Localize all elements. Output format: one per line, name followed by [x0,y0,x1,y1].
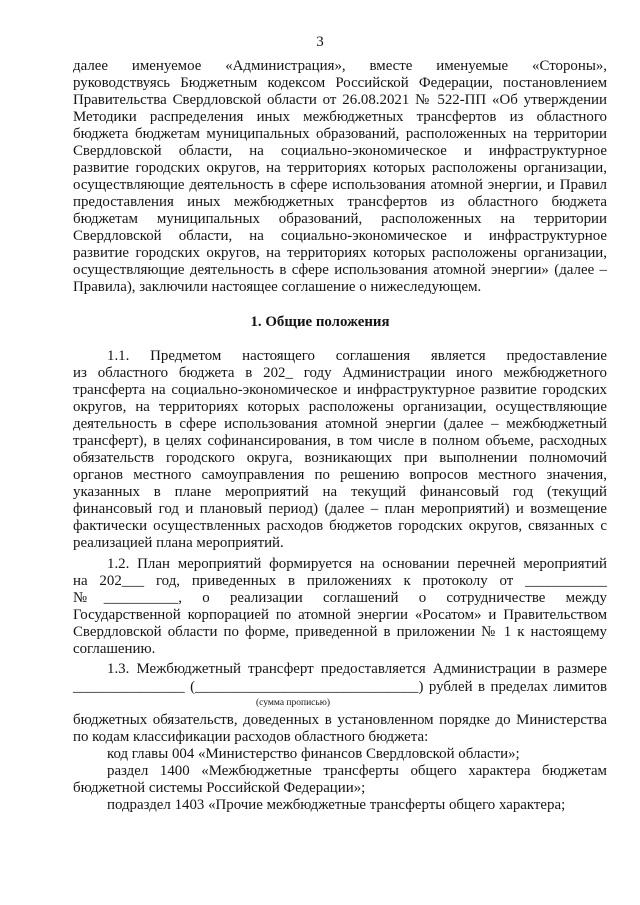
clause-1-1-line: трансферта на социально-экономическое и инфраструктурное развитие городских [73,382,607,398]
clause-1-2-line: соглашению. [73,641,156,657]
amount-blank-line: _______________ (______________________________) рублей в пределах лимитов [73,679,607,695]
preamble-line: бюджетам муниципальных образований, расположенных на территории [73,211,607,227]
budget-code-line: код главы 004 «Министерство финансов Свердловской области»; [107,746,520,762]
clause-1-2-line: Государственной корпорацией по атомной энергии «Росатом» и Правительством [73,607,607,623]
clause-1-1-line: указанных в плане мероприятий на текущий финансовый год (текущий [73,484,607,500]
clause-1-1-line: трансферт), в целях софинансирования, в том числе в полном объеме, расходных [73,433,607,449]
clause-1-1-line: деятельность в сфере использования атомной энергии (далее – межбюджетный [73,416,607,432]
clause-1-1-line: реализацией плана мероприятий. [73,535,284,551]
clause-1-2-line: 1.2. План мероприятий формируется на основании перечней мероприятий [107,556,607,572]
clause-1-1-line: 1.1. Предметом настоящего соглашения является предоставление [107,348,607,364]
preamble-line: руководствуясь Бюджетным кодексом Российской Федерации, постановлением [73,75,607,91]
clause-1-2-line: №__________, о реализации соглашений о сотрудничестве между [73,590,607,606]
clause-1-3-line: по кодам классификации расходов областного бюджета: [73,729,429,745]
preamble-line: Свердловской области, на социально-экономическое и инфраструктурное [73,228,607,244]
preamble-line: Свердловской области, на социально-экономическое и инфраструктурное [73,143,607,159]
preamble-line: Правительства Свердловской области от 26.08.2021 № 522-ПП «Об утверждении [73,92,607,108]
clause-1-2-line: на 202___ год, приведенных в приложениях к протоколу от ___________ [73,573,607,589]
preamble-line: Методики распределения иных межбюджетных трансфертов из областного [73,109,607,125]
section-heading: 1. Общие положения [250,314,390,330]
clause-1-1-line: из областного бюджета в 202_ году Администрации иного межбюджетного [73,365,607,381]
preamble-line: развитие городских округов, на территориях которых расположены организации, [73,160,607,176]
clause-1-1-line: органов местного самоуправления по решению вопросов местного значения, [73,467,607,483]
preamble-line: осуществляющие деятельность в сфере использования атомной энергии, и Правил [73,177,607,193]
budget-code-line: подраздел 1403 «Прочие межбюджетные трансферты общего характера; [107,797,566,813]
preamble-line: развитие городских округов, на территориях которых расположены организации, [73,245,607,261]
clause-1-3-line: бюджетных обязательств, доведенных в установленном порядке до Министерства [73,712,607,728]
preamble-line: далее именуемое «Администрация», вместе именуемые «Стороны», [73,58,607,74]
page-number: 3 [316,34,324,50]
clause-1-1-line: финансовый год и плановый период) (далее – план мероприятий) и возмещение [73,501,607,517]
clause-1-2-line: Свердловской области по форме, приведенной в приложении № 1 к настоящему [73,624,607,640]
clause-1-1-line: фактически осуществленных расходов бюджетов городских округов, связанных с [73,518,607,534]
amount-caption: (сумма прописью) [256,698,330,708]
preamble-line: бюджета бюджетам муниципальных образований, расположенных на территории [73,126,607,142]
clause-1-3-line: 1.3. Межбюджетный трансферт предоставляется Администрации в размере [107,661,607,677]
clause-1-1-line: округов, на территориях которых расположены организации, осуществляющие [73,399,607,415]
clause-1-1-line: обязательств городского округа, возникающих при выполнении полномочий [73,450,607,466]
preamble-line: осуществляющие деятельность в сфере использования атомной энергии» (далее – [73,262,607,278]
budget-code-line: бюджетной системы Российской Федерации»; [73,780,366,796]
preamble-line: Правила), заключили настоящее соглашение о нижеследующем. [73,279,482,295]
preamble-line: предоставления иных межбюджетных трансфертов из областного бюджета [73,194,607,210]
budget-code-line: раздел 1400 «Межбюджетные трансферты общего характера бюджетам [107,763,607,779]
